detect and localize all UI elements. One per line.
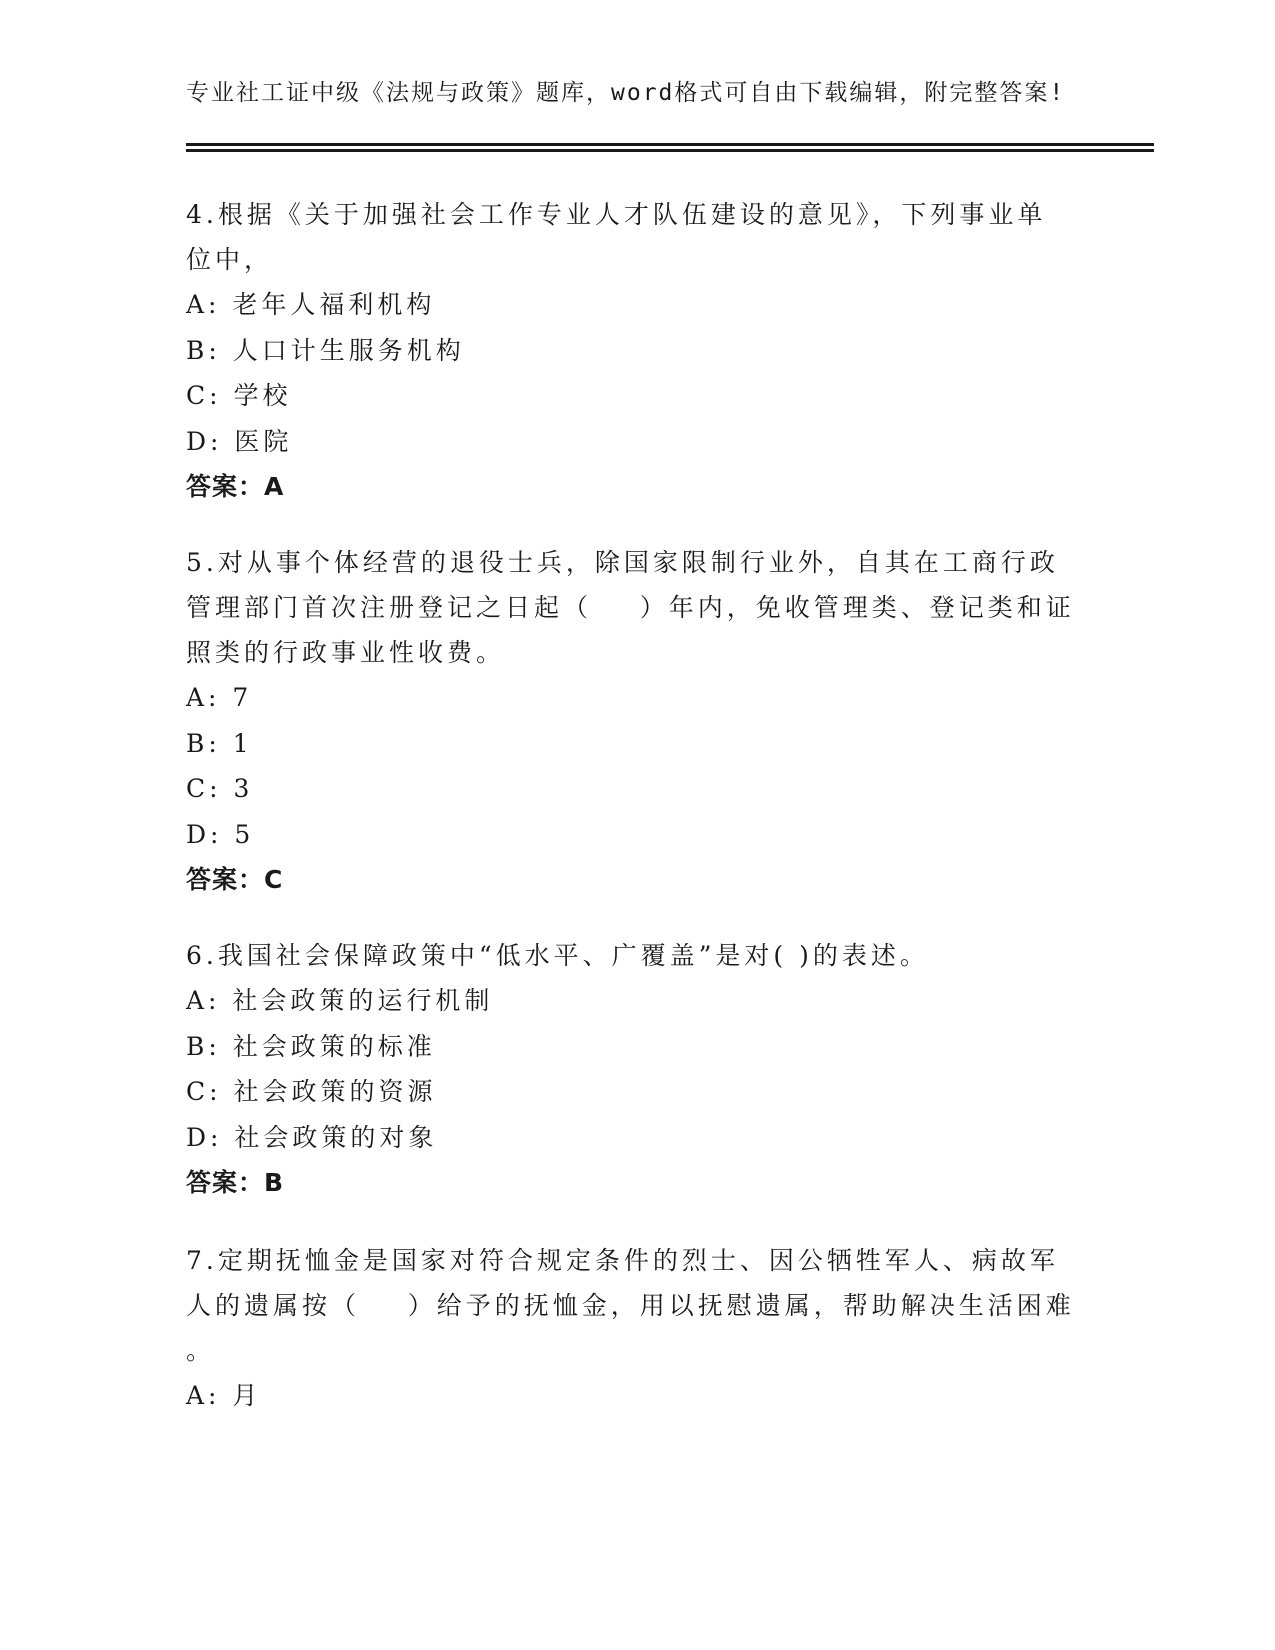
option-a: A: 月	[186, 1381, 262, 1410]
option-a: A: 老年人福利机构	[186, 290, 436, 319]
option-c: C: 学校	[186, 381, 292, 410]
question-text-line: 。	[186, 1336, 216, 1365]
header-rule-top	[186, 143, 1154, 146]
option-c: C: 3	[186, 774, 254, 803]
question-5	[186, 540, 1086, 903]
document-header: 专业社工证中级《法规与政策》题库，word格式可自由下载编辑，附完整答案!	[186, 80, 1066, 106]
option-d: D: 医院	[186, 426, 293, 456]
option-b: B: 1	[186, 728, 253, 758]
option-a: A: 社会政策的运行机制	[186, 986, 494, 1015]
question-text-line: 4.根据《关于加强社会工作专业人才队伍建设的意见》，下列事业单	[186, 200, 1047, 229]
option-d: D: 5	[186, 819, 255, 849]
answer: 答案：C	[186, 865, 284, 894]
question-7	[186, 1238, 1086, 1419]
option-b: B: 社会政策的标准	[186, 1031, 436, 1061]
question-text-line: 位中，	[186, 245, 274, 274]
question-text-line: 5.对从事个体经营的退役士兵，除国家限制行业外，自其在工商行政	[186, 548, 1059, 577]
question-text-line: 照类的行政事业性收费。	[186, 638, 506, 667]
answer: 答案：A	[186, 472, 285, 501]
question-6	[186, 933, 1086, 1206]
question-text-line: 7.定期抚恤金是国家对符合规定条件的烈士、因公牺牲军人、病故军	[186, 1246, 1059, 1275]
question-text-line: 管理部门首次注册登记之日起（ ）年内，免收管理类、登记类和证	[186, 593, 1075, 622]
option-a: A: 7	[186, 683, 253, 712]
answer: 答案：B	[186, 1168, 285, 1197]
option-c: C: 社会政策的资源	[186, 1077, 437, 1106]
question-text-line: 6.我国社会保障政策中“低水平、广覆盖”是对( )的表述。	[186, 941, 929, 970]
option-b: B: 人口计生服务机构	[186, 335, 465, 365]
question-4	[186, 192, 1086, 510]
question-text-line: 人的遗属按（ ）给予的抚恤金，用以抚慰遗属，帮助解决生活困难	[186, 1291, 1075, 1320]
header-rule-bottom	[186, 149, 1154, 152]
option-d: D: 社会政策的对象	[186, 1122, 438, 1152]
